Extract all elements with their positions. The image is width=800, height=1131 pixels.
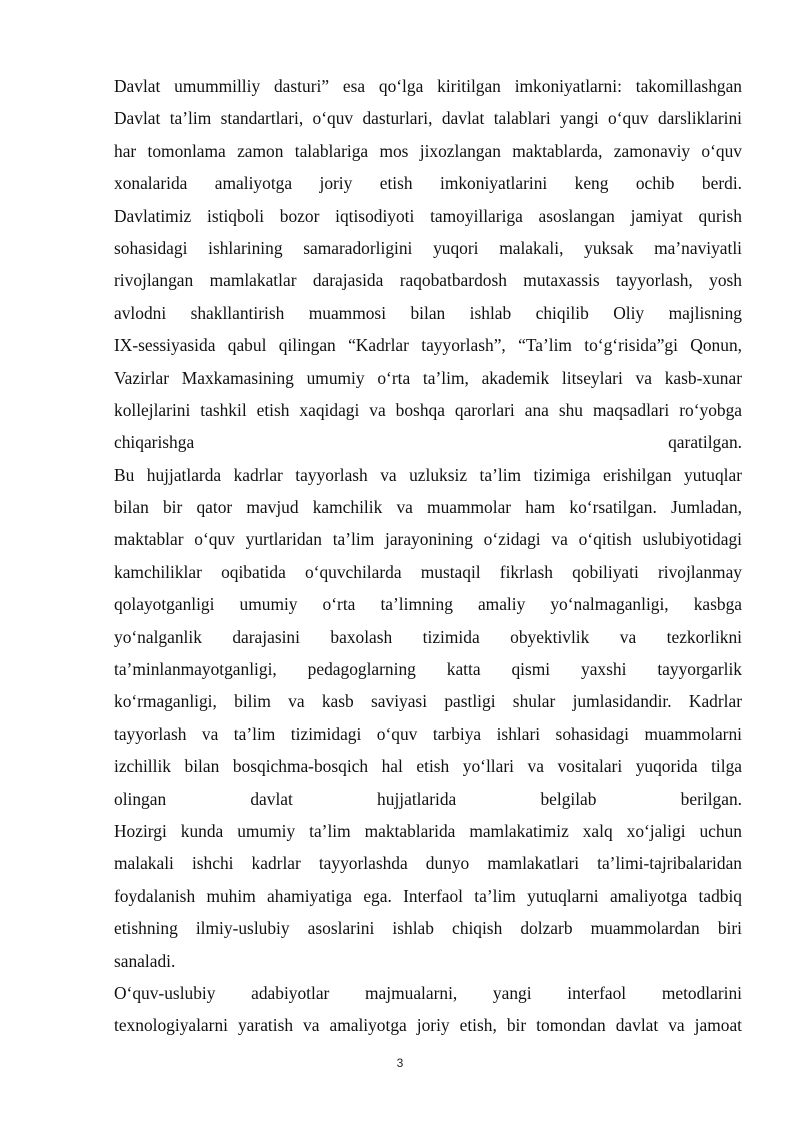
text-line: kamchiliklar oqibatida o‘quvchilarda mustaqil fikrlash qobiliyati rivojlanmay [114, 561, 742, 582]
text-line: kollejlarini tashkil etish xaqidagi va boshqa qarorlari ana shu maqsadlari ro‘yobga [114, 399, 742, 420]
body-text [114, 70, 742, 1042]
text-line: maktablar o‘quv yurtlaridan ta’lim jarayonining o‘zidagi va o‘qitish uslubiyotidagi [114, 529, 742, 550]
text-line: sanaladi. [114, 950, 176, 971]
text-line: Davlat umummilliy dasturi” esa qo‘lga kiritilgan imkoniyatlarni: takomillashgan [114, 76, 742, 96]
text-line: Bu hujjatlarda kadrlar tayyorlash va uzluksiz ta’lim tizimiga erishilgan yutuqlar [114, 464, 742, 485]
text-line: chiqarishga qaratilgan. [114, 432, 742, 453]
text-line: IX-sessiyasida qabul qilingan “Kadrlar tayyorlash”, “Ta’lim to‘g‘risida”gi Qonun, [114, 335, 742, 356]
text-line: Davlat ta’lim standartlari, o‘quv dasturlari, davlat talablari yangi o‘quv darsliklarini [114, 108, 742, 129]
text-line: qolayotganligi umumiy o‘rta ta’limning amaliy yo‘nalmaganligi, kasbga [114, 594, 742, 615]
text-line: O‘quv-uslubiy adabiyotlar majmualarni, yangi interfaol metodlarini [114, 982, 742, 1003]
text-line: avlodni shakllantirish muammosi bilan ishlab chiqilib Oliy majlisning [114, 302, 742, 323]
text-line: olingan davlat hujjatlarida belgilab berilgan. [114, 788, 742, 809]
text-line: sohasidagi ishlarining samaradorligini yuqori malakali, yuksak ma’naviyatli [114, 237, 742, 258]
text-line: izchillik bilan bosqichma-bosqich hal etish yo‘llari va vositalari yuqorida tilga [114, 756, 742, 777]
text-line: bilan bir qator mavjud kamchilik va muammolar ham ko‘rsatilgan. Jumladan, [114, 497, 742, 518]
text-line: foydalanish muhim ahamiyatiga ega. Interfaol ta’lim yutuqlarni amaliyotga tadbiq [114, 885, 742, 906]
text-line: Vazirlar Maxkamasining umumiy o‘rta ta’lim, akademik litseylari va kasb-xunar [114, 367, 742, 388]
text-line: tayyorlash va ta’lim tizimidagi o‘quv tarbiya ishlari sohasidagi muammolarni [114, 723, 742, 744]
text-line: Hozirgi kunda umumiy ta’lim maktablarida mamlakatimiz xalq xo‘jaligi uchun [114, 820, 742, 841]
text-line: xonalarida amaliyotga joriy etish imkoniyatlarini keng ochib berdi. [114, 173, 742, 194]
text-line: texnologiyalarni yaratish va amaliyotga joriy etish, bir tomondan davlat va jamoat [114, 1015, 742, 1036]
text-line: Davlatimiz istiqboli bozor iqtisodiyoti tamoyillariga asoslangan jamiyat qurish [114, 205, 742, 226]
text-line: etishning ilmiy-uslubiy asoslarini ishlab chiqish dolzarb muammolardan biri [114, 918, 742, 939]
text-line: rivojlangan mamlakatlar darajasida raqobatbardosh mutaxassis tayyorlash, yosh [114, 270, 742, 291]
text-line: har tomonlama zamon talablariga mos jixozlangan maktablarda, zamonaviy o‘quv [114, 140, 742, 161]
text-line: malakali ishchi kadrlar tayyorlashda dunyo mamlakatlari ta’limi-tajribalaridan [114, 853, 742, 874]
text-line: yo‘nalganlik darajasini baxolash tizimida obyektivlik va tezkorlikni [114, 626, 742, 647]
text-line: ta’minlanmayotganligi, pedagoglarning katta qismi yaxshi tayyorgarlik [114, 659, 742, 680]
page-number: 3 [396, 1056, 404, 1070]
text-line: ko‘rmaganligi, bilim va kasb saviyasi pastligi shular jumlasidandir. Kadrlar [114, 691, 742, 712]
